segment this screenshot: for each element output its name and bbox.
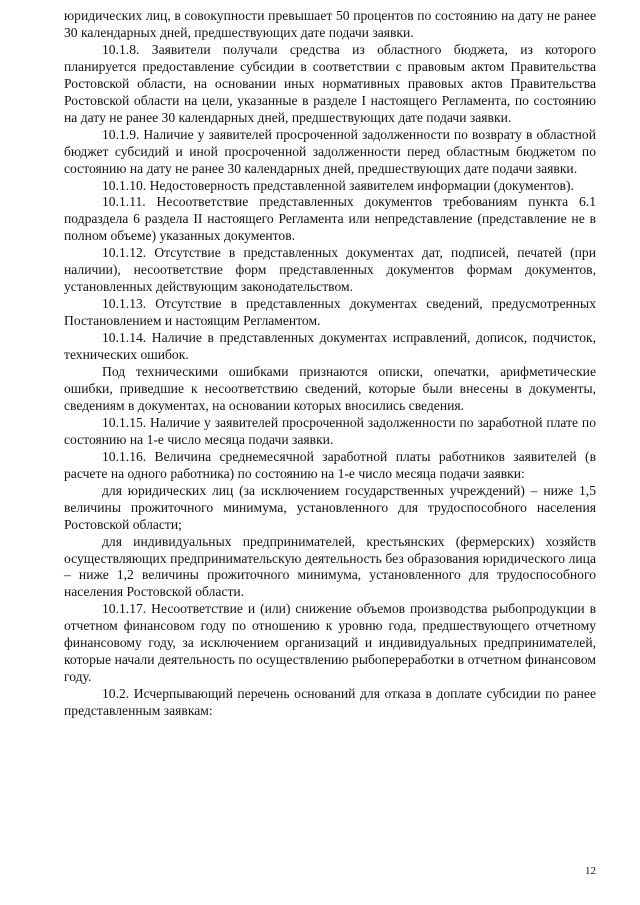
paragraph-10-2: 10.2. Исчерпывающий перечень оснований для отказа в доплате субсидии по ранее представленным заявкам: [64, 686, 596, 719]
paragraph-technical-errors: Под техническими ошибками признаются описки, опечатки, арифметические ошибки, приведшие к несоответствию сведений, которые были внесены в документы, сведениям в документах, на основании которых вносились сведения. [64, 364, 596, 413]
paragraph-10-1-16: 10.1.16. Величина среднемесячной заработной платы работников заявителей (в расчете на одного работника) по состоянию на 1-е число месяца подачи заявки: [64, 448, 596, 481]
paragraph-10-1-12: 10.1.12. Отсутствие в представленных документах дат, подписей, печатей (при наличии), несоответствие форм представленных документов формам документов, установленных действующим законодательством. [64, 245, 596, 295]
page-number: 12 [585, 865, 596, 877]
paragraph-10-1-11: 10.1.11. Несоответствие представленных документов требованиям пункта 6.1 подраздела 6 раздела II настоящего Регламента или непредставление (представление не в полном объеме) указанных документов. [64, 194, 596, 244]
paragraph-10-1-15: 10.1.15. Наличие у заявителей просроченной задолженности по заработной плате по состоянию на 1-е число месяца подачи заявки. [64, 414, 596, 447]
paragraph-10-1-8: 10.1.8. Заявители получали средства из областного бюджета, из которого планируется предоставление субсидии в соответствии с правовым актом Правительства Ростовской области, на основании иных нормативных правовых актов Правительства Ростовской области на цели, указанные в разделе I настоящего Регламента, по состоянию на дату не ранее 30 календарных дней, предшествующих дате подачи заявки. [64, 41, 596, 125]
paragraph-10-1-13: 10.1.13. Отсутствие в представленных документах сведений, предусмотренных Постановлением и настоящим Регламентом. [64, 296, 596, 329]
paragraph-individual-entrepreneurs: для индивидуальных предпринимателей, крестьянских (фермерских) хозяйств осуществляющих предпринимательскую деятельность без образования юридического лица – ниже 1,2 величины прожиточного минимума, установленного для трудоспособного населения Ростовской области. [64, 533, 596, 600]
paragraph-10-1-10: 10.1.10. Недостоверность представленной заявителем информации (документов). [102, 177, 574, 193]
paragraph-legal-entities: для юридических лиц (за исключением государственных учреждений) – ниже 1,5 величины прожиточного минимума, установленного для трудоспособного населения Ростовской области; [64, 482, 596, 532]
page-body [64, 8, 596, 720]
paragraph-continuation: юридических лиц, в совокупности превышает 50 процентов по состоянию на дату не ранее 30 календарных дней, предшествующих дате подачи заявки. [64, 8, 596, 40]
paragraph-10-1-9: 10.1.9. Наличие у заявителей просроченной задолженности по возврату в областной бюджет субсидий и иной просроченной задолженности перед областным бюджетом по состоянию на дату не ранее 30 календарных дней, предшествующих дате подачи заявки. [64, 126, 596, 176]
paragraph-10-1-14: 10.1.14. Наличие в представленных документах исправлений, дописок, подчисток, технических ошибок. [64, 330, 596, 363]
paragraph-10-1-17: 10.1.17. Несоответствие и (или) снижение объемов производства рыбопродукции в отчетном финансовом году по отношению к уровню года, предшествующего отчетному финансовому году, за исключением организаций и индивидуальных предпринимателей, которые начали деятельность по осуществлению рыбопереработки в отчетном финансовом году. [64, 601, 596, 685]
